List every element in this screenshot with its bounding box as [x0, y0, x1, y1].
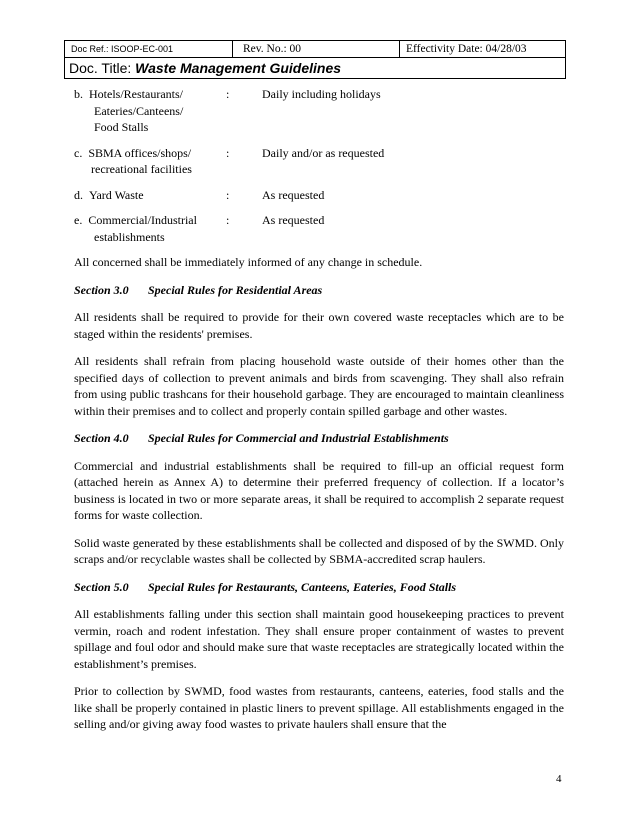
schedule-item-yard-waste [74, 187, 564, 204]
section-number: Section 3.0 [74, 282, 129, 297]
schedule-colon: : [226, 145, 230, 160]
schedule-letter: e. [74, 213, 83, 227]
doc-title-value: Waste Management Guidelines [135, 60, 342, 76]
doc-ref: Doc Ref.: ISOOP-EC-001 [65, 41, 233, 58]
schedule-letter: d. [74, 187, 83, 202]
schedule-value: Daily and/or as requested [262, 145, 385, 160]
schedule-value: As requested [262, 187, 325, 202]
section-number: Section 5.0 [74, 579, 129, 594]
schedule-value: As requested [262, 213, 325, 227]
schedule-label: SBMA offices/shops/ [88, 145, 192, 160]
schedule-item-sbma-offices [74, 145, 564, 178]
section-5-paragraph-1: All establishments falling under this section shall maintain good housekeeping practices to prevent vermin, roach and rodent infestation. They shall ensure proper containment of wastes to prevent spillage and foul odor and should make sure that waste receptacles are strategically located within the establishment’s premises. [74, 607, 564, 671]
schedule-letter: b. [74, 87, 83, 101]
schedule-label: Hotels/Restaurants/ [89, 87, 183, 101]
schedule-value: Daily including holidays [262, 87, 381, 101]
section-number: Section 4.0 [74, 431, 129, 445]
schedule-colon: : [226, 213, 230, 227]
section-heading-5 [74, 579, 564, 596]
schedule-label: recreational facilities [91, 162, 192, 176]
section-3-paragraph-2: All residents shall refrain from placing household waste outside of their homes other than the specified days of collection to prevent animals and birds from scavenging. They shall also refrain from using public trashcans for their household garbage. They are encouraged to maintain cleanliness within their premises and to collect and properly contain spilled garbage and other wastes. [74, 354, 564, 418]
section-title: Special Rules for Residential Areas [148, 282, 323, 297]
section-4-paragraph-2: Solid waste generated by these establishments shall be collected and disposed of by the SWMD. Only scraps and/or recyclable wastes shall be collected by SBMA-accredited scrap haulers. [74, 535, 564, 566]
doc-title [65, 58, 566, 79]
schedule-item-hotels [74, 86, 564, 136]
section-title: Special Rules for Commercial and Industrial Establishments [148, 431, 449, 445]
schedule-label: Yard Waste [89, 187, 144, 202]
schedule-note: All concerned shall be immediately informed of any change in schedule. [74, 255, 423, 269]
document-body [74, 86, 564, 744]
doc-title-label: Doc. Title: [69, 60, 132, 76]
collection-schedule-list [74, 86, 564, 245]
section-4-paragraph-1: Commercial and industrial establishments shall be required to fill-up an official request form (attached herein as Annex A) to determine their preferred frequency of collection. If a locator’s business is located in two or more separate areas, it shall be required to accomplish 2 separate request forms for waste collection. [74, 458, 564, 522]
schedule-label: Eateries/Canteens/ [94, 103, 184, 118]
section-5-paragraph-2: Prior to collection by SWMD, food wastes from restaurants, canteens, eateries, food stalls and the like shall be properly contained in plastic liners to prevent spillage. All establishments engaged in the selling and/or giving away food wastes to private haulers shall ensure that the [74, 684, 564, 731]
schedule-label: Food Stalls [94, 120, 149, 134]
section-heading-3 [74, 282, 564, 299]
rev-no: Rev. No.: 00 [233, 41, 400, 58]
schedule-label: Commercial/Industrial [88, 213, 197, 227]
schedule-colon: : [226, 87, 230, 101]
document-header-table [64, 40, 566, 79]
schedule-item-commercial [74, 212, 564, 245]
schedule-letter: c. [74, 145, 83, 160]
schedule-label: establishments [94, 229, 165, 244]
page-number: 4 [556, 773, 562, 785]
schedule-colon: : [226, 187, 230, 202]
section-title: Special Rules for Restaurants, Canteens, Eateries, Food Stalls [148, 579, 457, 594]
effectivity-date: Effectivity Date: 04/28/03 [400, 41, 566, 58]
section-3-paragraph-1: All residents shall be required to provide for their own covered waste receptacles which are to be staged within the residents' premises. [74, 310, 564, 341]
section-heading-4 [74, 430, 564, 447]
